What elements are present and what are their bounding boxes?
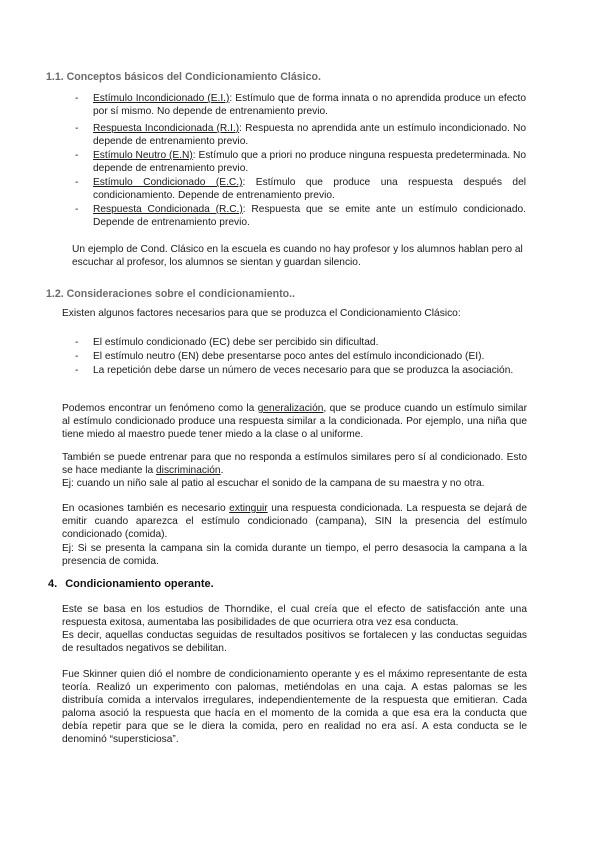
- factors-intro: Existen algunos factores necesarios para que se produzca el Condicionamiento Clásico:: [62, 308, 461, 319]
- list-item: - El estímulo condicionado (EC) debe ser percibido sin dificultad.: [75, 336, 526, 349]
- text-run: , que se produce cuando un estímulo similar al estímulo condicionado produce una respuesta similar a la condicionada. Por ejemplo, una niña que tiene miedo al maestro puede tener miedo a la clase o al uniforme.: [62, 403, 527, 440]
- classical-example: Un ejemplo de Cond. Clásico en la escuela es cuando no hay profesor y los alumnos hablan pero al escuchar al profesor, los alumnos se sientan y guardan silencio.: [72, 244, 523, 268]
- concept-term: Respuesta Condicionada (R.C.): [93, 204, 243, 215]
- operant-paragraph-1: Este se basa en los estudios de Thorndike, el cual creía que el efecto de satisfacción ante una respuesta exitosa, aumentaba las posibilidades de que ocurriera otra vez esa conducta.: [62, 604, 527, 628]
- factors-list: [75, 336, 526, 377]
- list-item: - El estímulo neutro (EN) debe presentarse poco antes del estímulo incondicionado (EI).: [75, 350, 526, 363]
- discrimination-example: Ej: cuando un niño sale al patio al escuchar el sonido de la campana de su maestra y no otra.: [62, 478, 485, 489]
- discrimination-term: discriminación: [156, 465, 221, 476]
- section-number: 4.: [48, 578, 58, 590]
- list-item: [75, 149, 526, 175]
- list-item: [75, 176, 526, 202]
- extinction-term: extinguir: [229, 503, 268, 514]
- concept-definition: : Respuesta no aprendida ante un estímulo incondicionado. No depende de entrenamiento previo.: [93, 123, 526, 147]
- concept-term: Respuesta Incondicionada (R.I.): [93, 123, 240, 134]
- concept-term: Estímulo Incondicionado (E.I.): [93, 93, 230, 104]
- text-run: En ocasiones también es necesario: [62, 503, 230, 514]
- generalization-term: generalización: [257, 403, 324, 414]
- extinction-example: Ej: Si se presenta la campana sin la comida durante un tiempo, el perro desasocia la campana a la presencia de comida.: [62, 543, 527, 567]
- section-title: Condicionamiento operante.: [65, 578, 214, 590]
- discrimination-paragraph: [62, 451, 527, 477]
- list-item: [75, 122, 526, 148]
- concept-definition: : Estímulo que de forma innata o no aprendida produce un efecto por sí mismo. No depende de entrenamiento previo.: [93, 93, 526, 117]
- operant-paragraph-2: Es decir, aquellas conductas seguidas de resultados positivos se fortalecen y las conductas seguidas de resultados negativos se debilitan.: [62, 630, 527, 654]
- text-run: Podemos encontrar un fenómeno como la: [62, 403, 258, 414]
- concept-term: Estímulo Neutro (E.N): [93, 150, 193, 161]
- concepts-list: [75, 92, 526, 229]
- section-1-2-heading: 1.2. Consideraciones sobre el condicionamiento..: [46, 288, 296, 300]
- concept-definition: : Respuesta que se emite ante un estímulo condicionado. Depende de entrenamiento previo.: [93, 204, 526, 228]
- text-run: También se puede entrenar para que no responda a estímulos similares pero sí al condicionado. Esto se hace mediante la: [62, 452, 527, 476]
- concept-definition: : Estímulo que a priori no produce ninguna respuesta predeterminada. No depende de entrenamiento previo.: [93, 150, 526, 174]
- skinner-paragraph: Fue Skinner quien dió el nombre de condicionamiento operante y es el máximo representante de esta teoría. Realizó un experimento con palomas, metiéndolas en una caja. A estas palomas se les distribuía comida a intervalos irregulares, independientemente de la respuesta que emitieran. Cada paloma asoció la respuesta que hacía en el momento de la comida a que esa era la conducta que debía repetir para que se le diera la comida, pero en realidad no era así. A esta conducta se le denominó “supersticiosa”.: [62, 669, 527, 745]
- section-1-1-heading: 1.1. Conceptos básicos del Condicionamiento Clásico.: [46, 71, 321, 83]
- list-item: - La repetición debe darse un número de veces necesario para que se produzca la asociación.: [75, 364, 526, 377]
- text-run: .: [220, 465, 224, 476]
- generalization-paragraph: [62, 402, 527, 441]
- extinction-paragraph: [62, 502, 527, 541]
- list-item: [75, 92, 526, 118]
- text-run: una respuesta condicionada. La respuesta se dejará de emitir cuando aparezca el estímulo condicionado (campana), SIN la presencia del estímulo condicionado (comida).: [62, 503, 527, 540]
- concept-definition: : Estímulo que produce una respuesta después del condicionamiento. Depende de entrenamiento previo.: [93, 177, 526, 201]
- concept-term: Estímulo Condicionado (E.C.): [93, 177, 243, 188]
- list-item: [75, 203, 526, 229]
- section-4-heading: [48, 578, 214, 591]
